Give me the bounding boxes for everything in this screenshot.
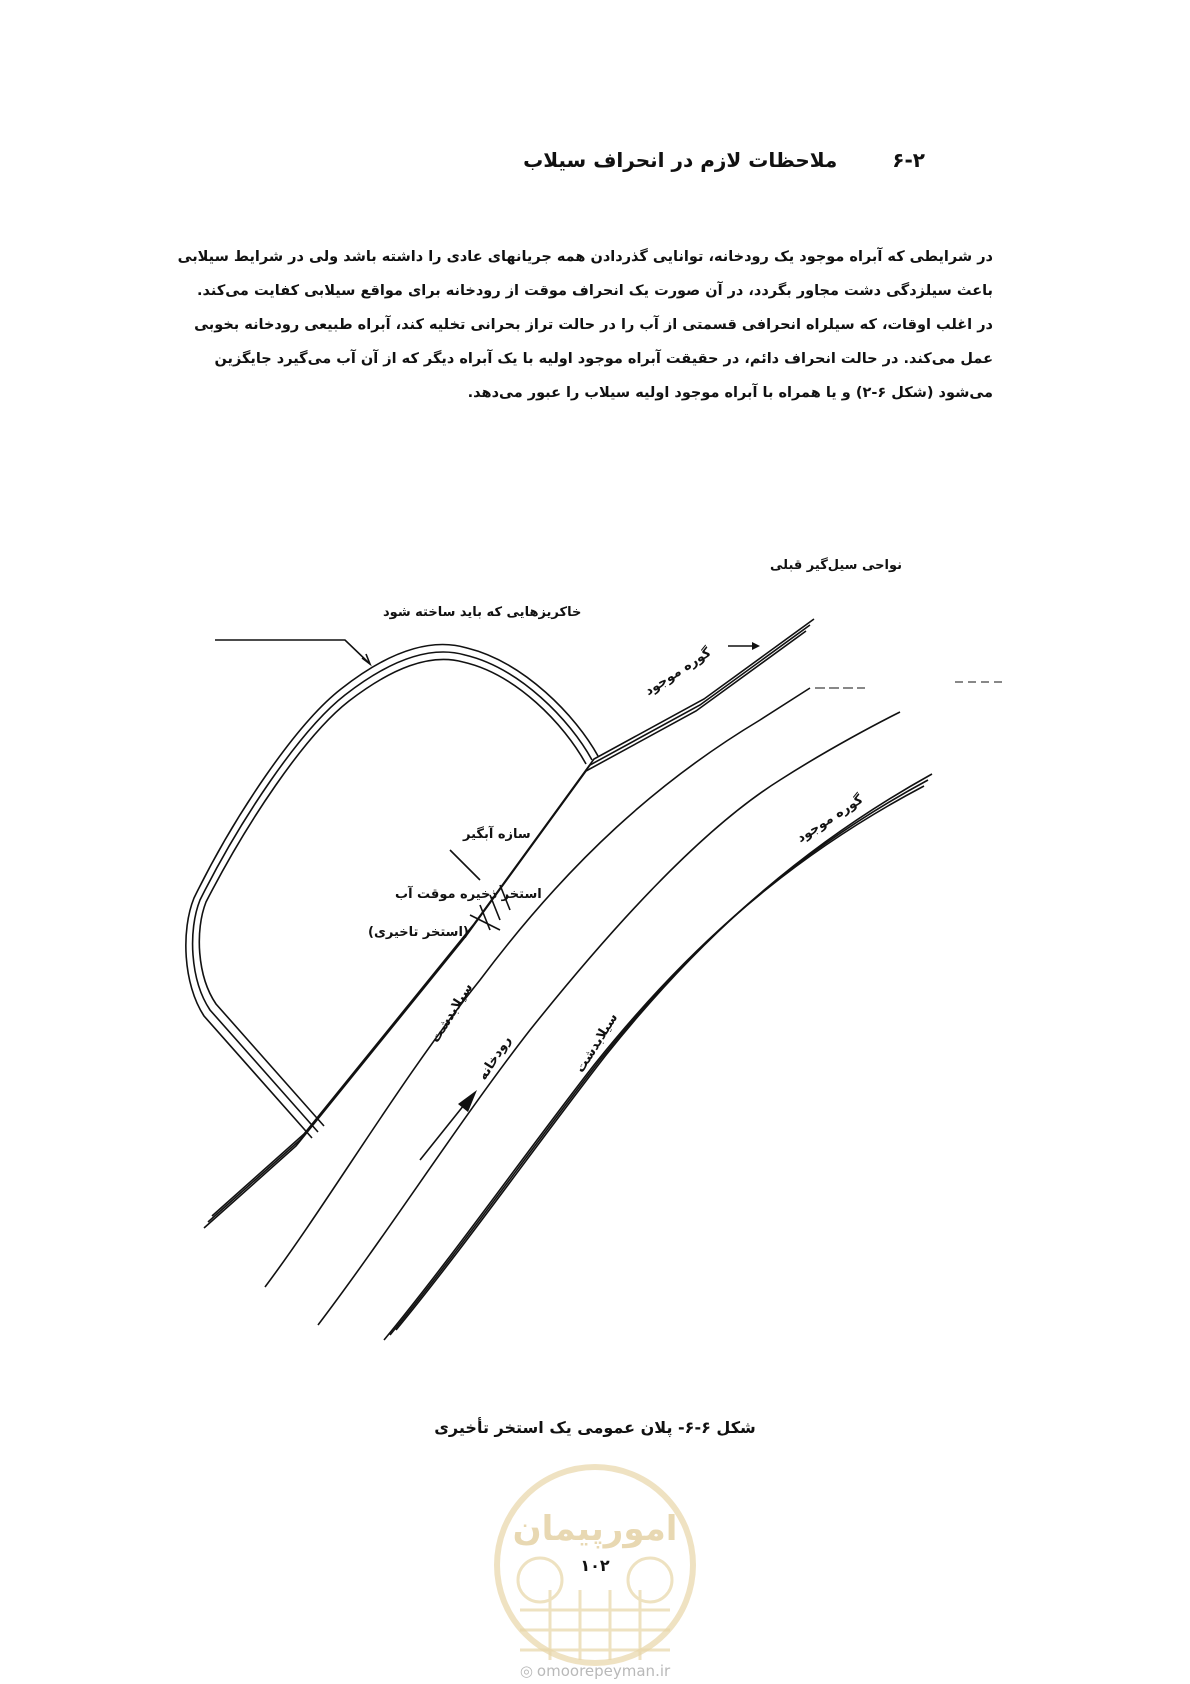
existing-levee-lower [384, 774, 932, 1340]
detention-basin-plan-figure [0, 520, 1190, 1420]
section-heading [523, 148, 925, 172]
paragraph-line: باعث سیلزدگی دشت مجاور بگردد، در آن صورت یک انحراف موقت از رودخانه برای مواقع سیلابی کفایت می‌کند. [197, 283, 993, 299]
label-flood-area: نواحی سیل‌گیر قبلی [770, 558, 902, 573]
paragraph-line: در اغلب اوقات، که سیلراه انحرافی قسمتی از آب را در حالت تراز بحرانی تخلیه کند، آبراه طبیعی رودخانه بخوبی [194, 317, 993, 333]
intake-leader [450, 850, 480, 880]
leader-line [215, 640, 370, 664]
existing-levee-upper [204, 619, 814, 1228]
label-levees-to-build: خاکریزهایی که باید ساخته شود [383, 605, 582, 620]
footer-url-text: omoorepeyman.ir [536, 1662, 671, 1680]
label-intake-structure: سازه آبگیر [463, 827, 531, 842]
figure-caption: شکل ۶-۶- پلان عمومی یک استخر تأخیری [434, 1418, 756, 1437]
page-number: ۱۰۲ [580, 1556, 610, 1575]
river-bank-left [265, 688, 810, 1287]
label-floodplain-right: سیلابدشت [572, 1010, 622, 1076]
label-river: رودخانه [475, 1033, 515, 1084]
label-basin-line1: استخر ذخیره موقت آب [395, 887, 542, 902]
label-existing-levee-lower: گوره موجود [794, 792, 866, 846]
paragraph-line: عمل می‌کند. در حالت انحراف دائم، در حقیقت آبراه موجود اولیه با یک آبراه دیگر که از آن آب می‌گیرد جایگزین [214, 351, 993, 367]
paragraph-line: می‌شود (شکل ۶-۲) و یا همراه با آبراه موجود اولیه سیلاب را عبور می‌دهد. [467, 385, 993, 401]
globe-icon: ◎ [519, 1662, 533, 1680]
footer-url[interactable] [0, 1662, 1190, 1680]
watermark-text: امورپیمان [512, 1509, 678, 1549]
label-floodplain-left: سیلابدشت [427, 980, 477, 1046]
label-basin-line2: (استخر تاخیری) [368, 925, 469, 940]
label-existing-levee-upper: گوره موجود [642, 645, 714, 699]
section-title: ملاحظات لازم در انحراف سیلاب [523, 148, 838, 172]
paragraph-line: در شرایطی که آبراه موجود یک رودخانه، توانایی گذردادن همه جریانهای عادی را داشته باشد ولی در شرایط سیلابی [177, 249, 993, 265]
flow-arrow-line [420, 1100, 468, 1160]
section-number: ۶-۲ [892, 148, 925, 172]
body-paragraph [135, 240, 993, 410]
